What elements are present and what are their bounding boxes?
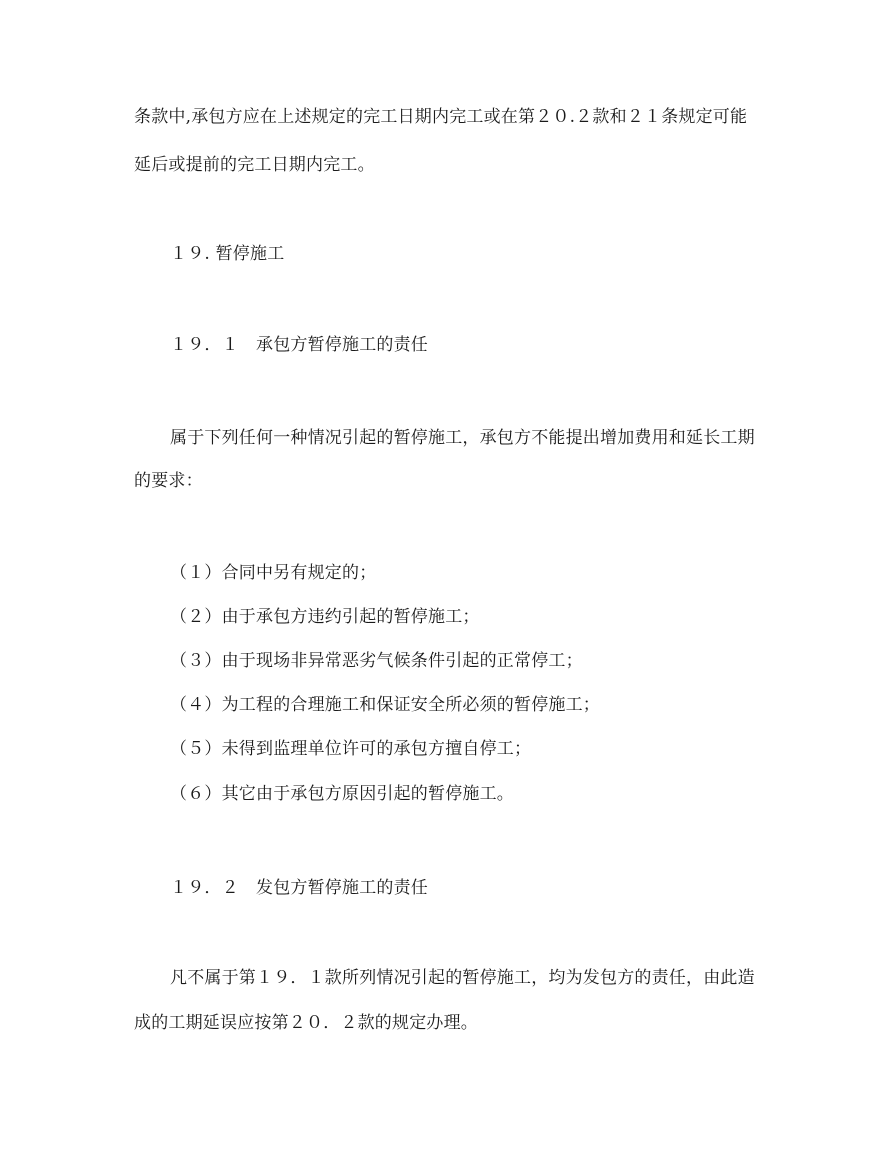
paragraph-line: 延后或提前的完工日期内完工。: [134, 155, 375, 175]
list-item: （５）未得到监理单位许可的承包方擅自停工；: [170, 739, 532, 759]
paragraph-line: 属于下列任何一种情况引起的暂停施工，承包方不能提出增加费用和延长工期: [170, 428, 755, 448]
list-item: （４）为工程的合理施工和保证安全所必须的暂停施工；: [170, 695, 600, 715]
section-heading: １９. 暂停施工: [170, 244, 285, 264]
paragraph-line: 条款中,承包方应在上述规定的完工日期内完工或在第２０.２款和２１条规定可能: [134, 107, 748, 127]
paragraph-line: 成的工期延误应按第２０．２款的规定办理。: [134, 1013, 478, 1033]
paragraph-line: 凡不属于第１９．１款所列情况引起的暂停施工，均为发包方的责任，由此造: [170, 968, 755, 988]
list-item: （３）由于现场非异常恶劣气候条件引起的正常停工；: [170, 651, 583, 671]
subsection-heading: １９．２ 发包方暂停施工的责任: [170, 878, 428, 898]
paragraph-line: 的要求：: [134, 471, 203, 491]
subsection-heading: １９．１ 承包方暂停施工的责任: [170, 335, 428, 355]
list-item: （２）由于承包方违约引起的暂停施工；: [170, 607, 480, 627]
list-item: （１）合同中另有规定的；: [170, 563, 377, 583]
list-item: （６）其它由于承包方原因引起的暂停施工。: [170, 784, 514, 804]
